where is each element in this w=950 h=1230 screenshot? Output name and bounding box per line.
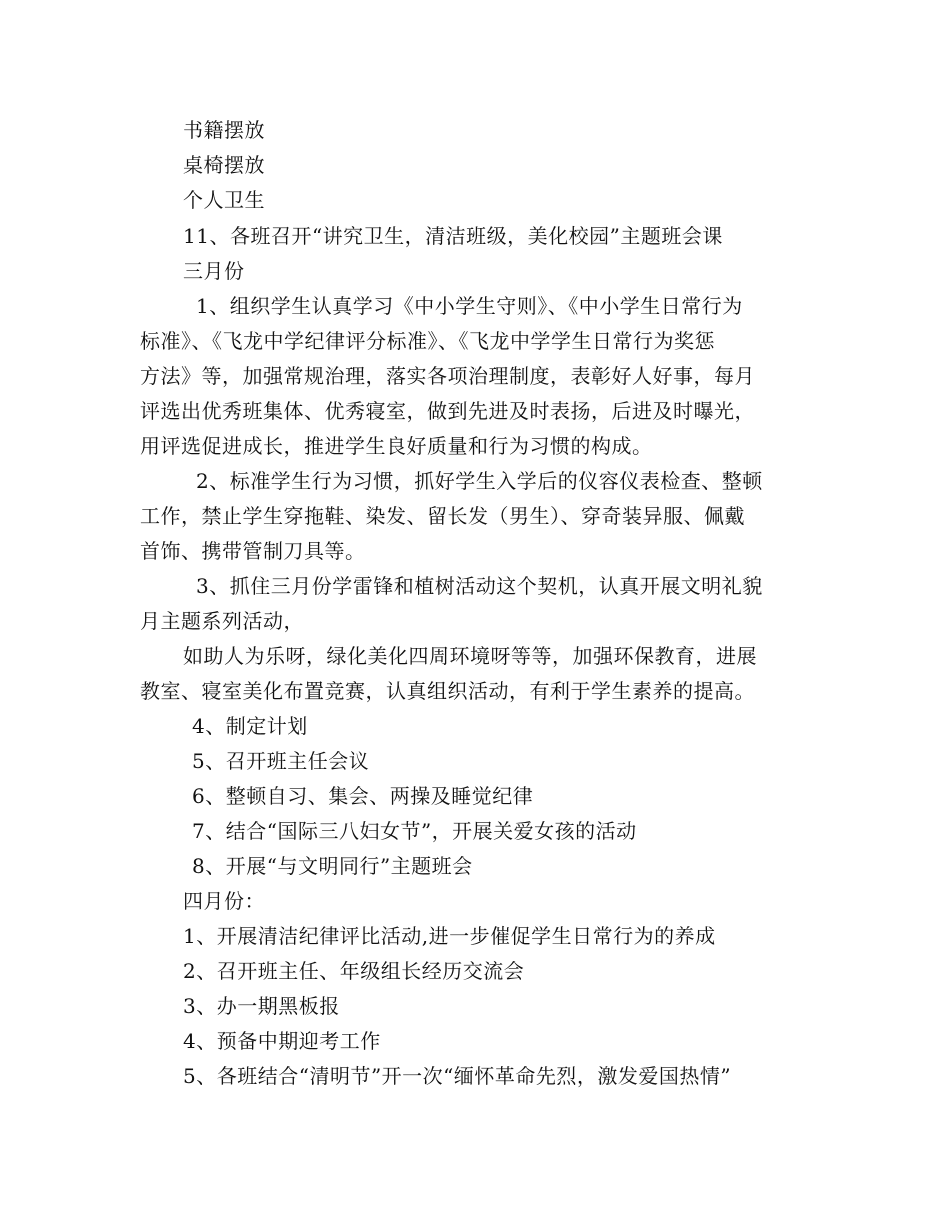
text-line: 5、各班结合“清明节”开一次“缅怀革命先烈，激发爱国热情” — [183, 1064, 732, 1088]
text-line: 8、开展“与文明同行”主题班会 — [192, 854, 473, 878]
text-line: 11、各班召开“讲究卫生，清洁班级，美化校园”主题班会课 — [183, 224, 723, 248]
section-heading-april: 四月份： — [183, 889, 265, 913]
text-line: 3、办一期黑板报 — [183, 994, 340, 1018]
text-line: 书籍摆放 — [183, 118, 265, 142]
text-line: 如助人为乐呀，绿化美化四周环境呀等等，加强环保教育，进展 — [183, 644, 757, 668]
text-line: 2、标准学生行为习惯，抓好学生入学后的仪容仪表检查、整顿 — [196, 469, 763, 493]
text-line: 3、抓住三月份学雷锋和植树活动这个契机，认真开展文明礼貌 — [196, 574, 763, 598]
text-line: 7、结合“国际三八妇女节”，开展关爱女孩的活动 — [192, 819, 637, 843]
text-line: 2、召开班主任、年级组长经历交流会 — [183, 959, 525, 983]
text-line: 评选出优秀班集体、优秀寝室，做到先进及时表扬，后进及时曝光， — [140, 399, 755, 423]
text-line: 1、组织学生认真学习《中小学生守则》、《中小学生日常行为 — [196, 294, 743, 318]
text-line: 4、预备中期迎考工作 — [183, 1029, 381, 1053]
text-line: 个人卫生 — [183, 188, 265, 212]
text-line: 月主题系列活动， — [140, 609, 304, 633]
text-line: 标准》、《飞龙中学纪律评分标准》、《飞龙中学学生日常行为奖惩 — [140, 329, 715, 353]
text-line: 桌椅摆放 — [183, 153, 265, 177]
text-line: 5、召开班主任会议 — [192, 749, 370, 773]
text-line: 工作，禁止学生穿拖鞋、染发、留长发（男生）、穿奇装异服、佩戴 — [140, 504, 745, 528]
text-line: 方法》等，加强常规治理，落实各项治理制度，表彰好人好事，每月 — [140, 364, 755, 388]
text-line: 用评选促进成长，推进学生良好质量和行为习惯的构成。 — [140, 434, 653, 458]
text-line: 首饰、携带管制刀具等。 — [140, 539, 366, 563]
text-line: 教室、寝室美化布置竞赛，认真组织活动，有利于学生素养的提高。 — [140, 679, 755, 703]
text-line: 1、开展清洁纪律评比活动,进一步催促学生日常行为的养成 — [183, 924, 716, 948]
section-heading-march: 三月份 — [183, 259, 245, 283]
text-line: 4、制定计划 — [192, 714, 308, 738]
text-line: 6、整顿自习、集会、两操及睡觉纪律 — [192, 784, 534, 808]
